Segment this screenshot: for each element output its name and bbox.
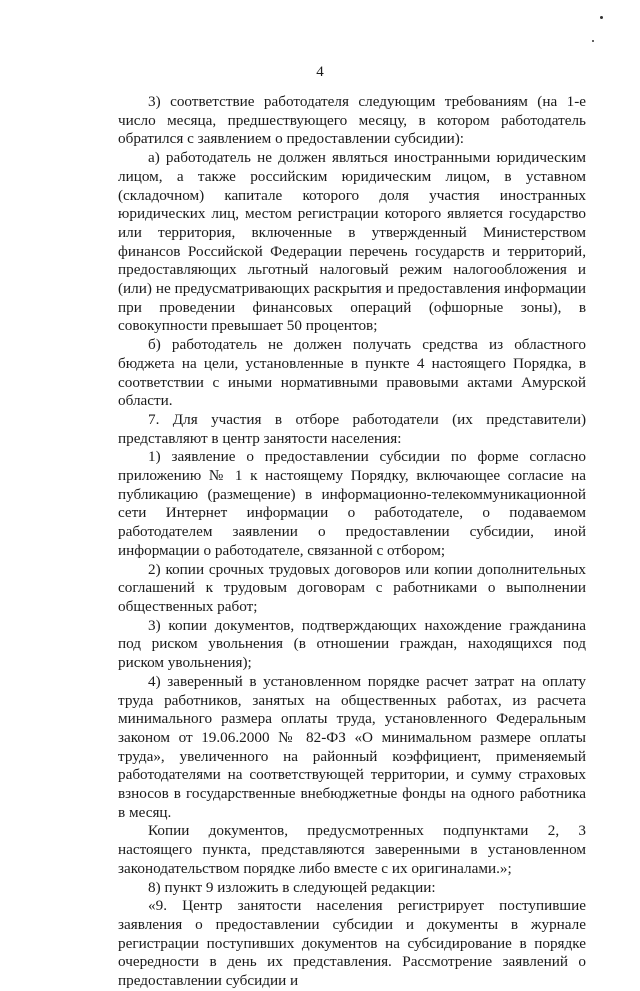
- paragraph-clause-9: «9. Центр занятости населения регистрирует поступившие заявления о предоставлении субсидии и документы в журнале регистрации поступивших документов на субсидирование в порядке очередности в день их представления. Рассмотрение заявлений о предоставлении субсидии и: [118, 897, 586, 990]
- paragraph-clause-7-item-4: 4) заверенный в установленном порядке расчет затрат на оплату труда работников, занятых на общественных работах, из расчета минимального размера оплаты труда, установленного Федеральным законом от 19.06.2000 № 82-ФЗ «О минимальном размере оплаты труда», увеличенного на районный коэффициент, применяемый работодателями на соответствующей территории, и сумму страховых взносов в государственные внебюджетные фонды на одного работника в месяц.: [118, 672, 586, 821]
- scan-speck: [600, 16, 603, 19]
- document-body: [118, 93, 586, 991]
- paragraph-subitem-a: а) работодатель не должен являться иностранными юридическим лицом, а также российским юридическим лицом, в уставном (складочном) капитале которого доля участия иностранных юридических лиц, местом регистрации которого является государство или территория, включенные в утвержденный Министерством финансов Российской Федерации перечень государств и территорий, предоставляющих льготный налоговый режим налогообложения и (или) не предусматривающих раскрытия и предоставления информации при проведении финансовых операций (офшорные зоны), в совокупности превышает 50 процентов;: [118, 149, 586, 335]
- paragraph-item-3: 3) соответствие работодателя следующим требованиям (на 1-е число месяца, предшествующего месяцу, в котором работодатель обратился с заявлением о предоставлении субсидии):: [118, 93, 586, 148]
- paragraph-clause-7-item-1: 1) заявление о предоставлении субсидии по форме согласно приложению № 1 к настоящему Порядку, включающее согласие на публикацию (размещение) в информационно-телекоммуникационной сети Интернет информации о работодателе, о подаваемом работодателем заявлении о предоставлении субсидии, иной информации о работодателе, связанной с отбором;: [118, 448, 586, 559]
- paragraph-clause-7-item-3: 3) копии документов, подтверждающих нахождение гражданина под риском увольнения (в отношении граждан, находящихся под риском увольнения);: [118, 616, 586, 672]
- paragraph-subitem-b: б) работодатель не должен получать средства из областного бюджета на цели, установленные в пункте 4 настоящего Порядка, в соответствии с иными нормативными правовыми актами Амурской области.: [118, 336, 586, 410]
- paragraph-clause-7: 7. Для участия в отборе работодатели (их представители) представляют в центр занятости населения:: [118, 410, 586, 447]
- paragraph-copies-note: Копии документов, предусмотренных подпунктами 2, 3 настоящего пункта, представляются заверенными в установленном законодательством порядке либо вместе с их оригиналами.»;: [118, 822, 586, 877]
- page-number: 4: [316, 64, 324, 80]
- paragraph-clause-7-item-2: 2) копии срочных трудовых договоров или копии дополнительных соглашений к трудовым договорам с работниками о выполнении общественных работ;: [118, 560, 586, 615]
- paragraph-item-8: 8) пункт 9 изложить в следующей редакции:: [148, 878, 436, 896]
- scan-speck: [592, 40, 594, 42]
